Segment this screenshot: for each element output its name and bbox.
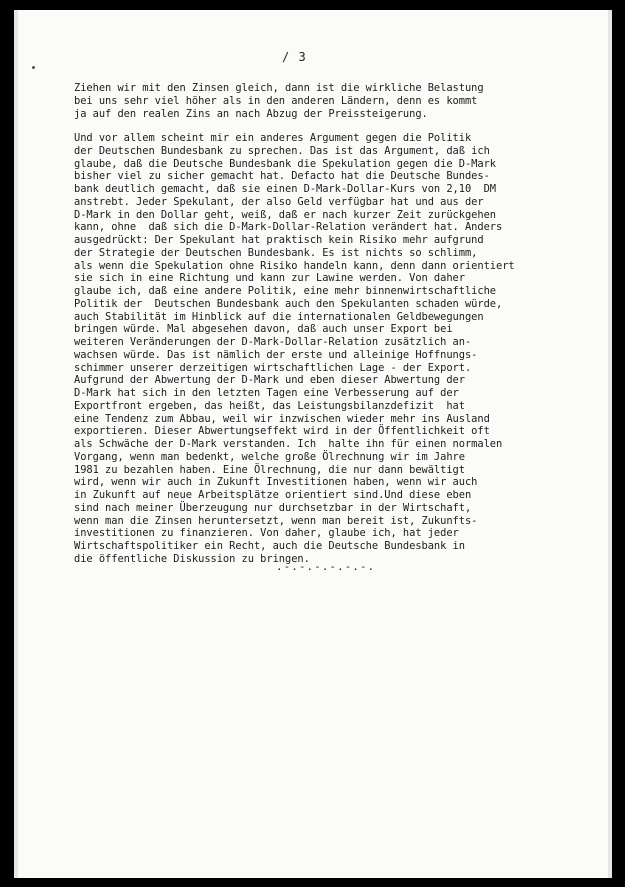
page-edge-left (14, 10, 18, 878)
document-page (14, 10, 612, 878)
scan-speck (32, 66, 35, 69)
paragraph-2: Und vor allem scheint mir ein anderes Argument gegen die Politik der Deutschen Bundesbank zu sprechen. Das ist das Argument, daß ich glaube, daß die Deutsche Bundesbank die Spekulation gegen die D-Mark bisher viel zu sicher gemacht hat. Defacto hat die Deutsche Bundes- bank deutlich gemacht, daß sie einen D-Mark-Dollar-Kurs von 2,10 DM anstrebt. Jeder Spekulant, der also Geld verfügbar hat und aus der D-Mark in den Dollar geht, weiß, daß er nach kurzer Zeit zurückgehen kann, ohne daß sich die D-Mark-Dollar-Relation verändert hat. Anders ausgedrückt: Der Spekulant hat praktisch kein Risiko mehr aufgrund der Strategie der Deutschen Bundesbank. Es ist nichts so schlimm, als wenn die Spekulation ohne Risiko handeln kann, denn dann orientiert sie sich in eine Richtung und kann zur Lawine werden. Von daher glaube ich, daß eine andere Politik, eine mehr binnenwirtschaftliche Politik der Deutschen Bundesbank auch den Spekulanten schaden würde, auch Stabilität im Hinblick auf die internationalen Geldbewegungen bringen würde. Mal abgesehen davon, daß auch unser Export bei weiteren Veränderungen der D-Mark-Dollar-Relation zusätzlich an- wachsen würde. Das ist nämlich der erste und alleinige Hoffnungs- schimmer unserer derzeitigen wirtschaftlichen Lage - der Export. Aufgrund der Abwertung der D-Mark und eben dieser Abwertung der D-Mark hat sich in den letzten Tagen eine Verbesserung auf der Exportfront ergeben, das heißt, das Leistungsbilanzdefizit hat eine Tendenz zum Abbau, weil wir inzwischen wieder mehr ins Ausland exportieren. Dieser Abwertungseffekt wird in der Öffentlichkeit oft als Schwäche der D-Mark verstanden. Ich halte ihn für einen normalen Vorgang, wenn man bedenkt, welche große Ölrechnung wir im Jahre 1981 zu bezahlen haben. Eine Ölrechnung, die nur dann bewältigt wird, wenn wir auch in Zukunft Investitionen haben, wenn wir auch in Zukunft auf neue Arbeitsplätze orientiert sind.Und diese eben sind nach meiner Überzeugung nur durchsetzbar in der Wirtschaft, wenn man die Zinsen heruntersetzt, wenn man bereit ist, Zukunfts- investitionen zu finanzieren. Von daher, glaube ich, hat jeder Wirtschaftspolitiker ein Recht, auch die Deutsche Bundesbank in die öffentliche Diskussion zu bringen. (74, 132, 515, 565)
end-separator: .-.-.-.-.-.-. (276, 560, 376, 573)
page-number: / 3 (282, 50, 307, 64)
page-edge-right (608, 10, 612, 878)
paragraph-1: Ziehen wir mit den Zinsen gleich, dann ist die wirkliche Belastung bei uns sehr viel höher als in den anderen Ländern, denn es kommt ja auf den realen Zins an nach Abzug der Preissteigerung. (74, 82, 484, 120)
